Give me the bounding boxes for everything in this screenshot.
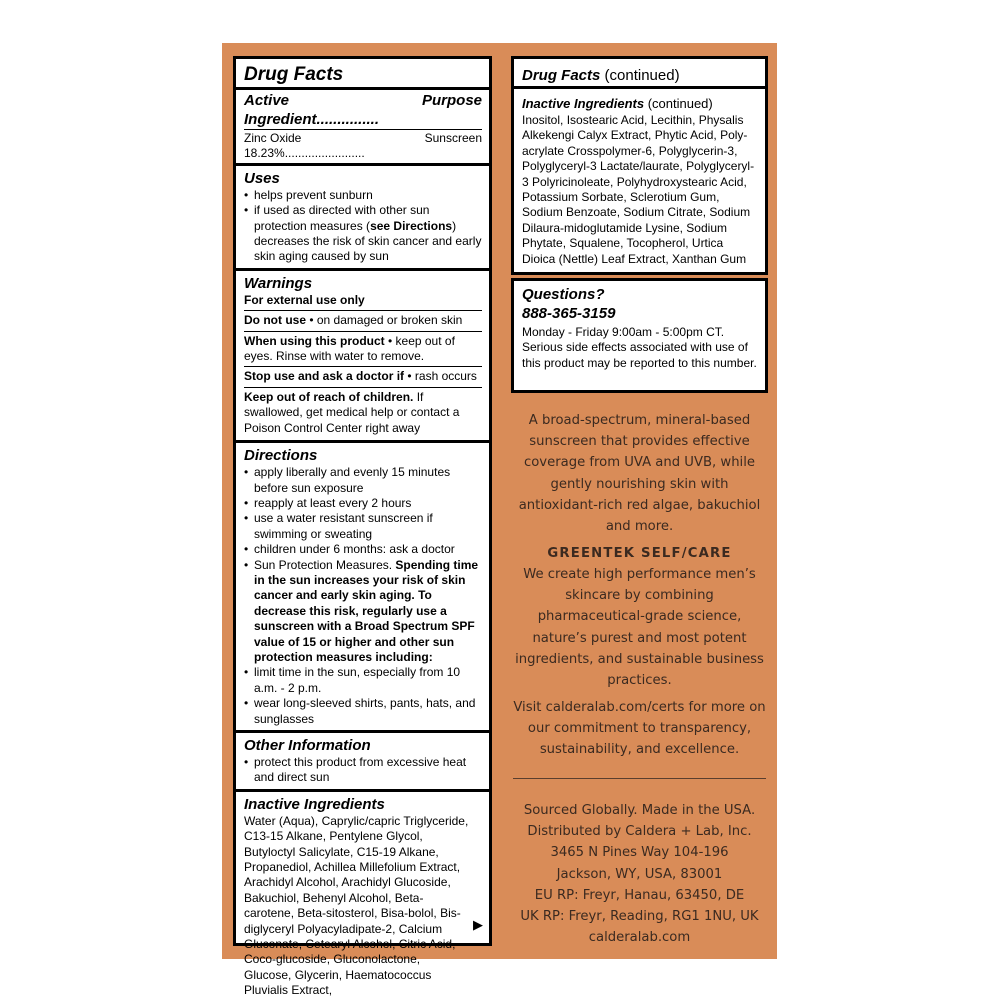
active-ingredient-name: Zinc Oxide 18.23%........................ bbox=[244, 131, 365, 161]
active-ingredient-purpose: Sunscreen bbox=[424, 131, 482, 145]
directions-item: • apply liberally and evenly 15 minutes before sun exposure bbox=[244, 465, 482, 496]
directions-item: • wear long-sleeved shirts, pants, hats, and sunglasses bbox=[244, 696, 482, 727]
directions-heading: Directions bbox=[244, 447, 318, 465]
directions-item: • children under 6 months: ask a doctor bbox=[244, 542, 482, 557]
product-description: A broad-spectrum, mineral-based sunscreen that provides effective coverage from UVA and UVB, while gently nourishing skin with antioxidant-rich red algae, bakuchiol and more. bbox=[518, 413, 761, 535]
brand-title: GREENTEK SELF/CARE bbox=[547, 546, 732, 561]
directions-item: • use a water resistant sunscreen if swimming or sweating bbox=[244, 511, 482, 542]
uses-heading: Uses bbox=[244, 169, 280, 187]
questions-heading: Questions? bbox=[522, 286, 605, 303]
inactive-continued-heading: Inactive Ingredients (continued) bbox=[522, 96, 713, 111]
footer bbox=[511, 800, 768, 948]
uses-item: • helps prevent sunburn bbox=[244, 188, 482, 203]
inactive-continued-section bbox=[514, 86, 765, 267]
warnings-heading: Warnings bbox=[244, 274, 313, 292]
uses-item: • if used as directed with other sun protection measures (see Directions) decreases the risk of skin cancer and early skin aging caused by sun bbox=[244, 203, 482, 265]
other-information-section bbox=[236, 730, 489, 789]
footer-line: 3465 N Pines Way 104-196 bbox=[550, 845, 729, 861]
warning-do-not-use: Do not use • on damaged or broken skin bbox=[244, 310, 482, 330]
warnings-section bbox=[236, 268, 489, 440]
inactive-ingredients-section bbox=[236, 789, 489, 999]
drug-facts-continued-title: Drug Facts (continued) bbox=[522, 67, 680, 84]
divider bbox=[513, 778, 766, 779]
active-ingredient-section bbox=[236, 87, 489, 163]
other-information-item: • protect this product from excessive heat and direct sun bbox=[244, 755, 482, 786]
footer-line: Sourced Globally. Made in the USA. bbox=[523, 803, 756, 818]
uses-section bbox=[236, 163, 489, 268]
directions-item: • reapply at least every 2 hours bbox=[244, 496, 482, 511]
warning-keep-away: Keep out of reach of children. If swallowed, get medical help or contact a Poison Control Center right away bbox=[244, 387, 482, 440]
directions-item: • limit time in the sun, especially from 10 a.m. - 2 p.m. bbox=[244, 665, 482, 696]
footer-line: Jackson, WY, USA, 83001 bbox=[556, 866, 723, 882]
questions-text: Monday - Friday 9:00am - 5:00pm CT. Serious side effects associated with use of this product may be reported to this number. bbox=[522, 325, 757, 370]
directions-item: • Sun Protection Measures. Spending time in the sun increases your risk of skin cancer and early skin aging. To decrease this risk, regularly use a sunscreen with a Broad Spectrum SPF value of 15 or higher and other sun protection measures including: bbox=[244, 558, 482, 666]
inactive-ingredients-text: Water (Aqua), Caprylic/capric Triglyceride, C13-15 Alkane, Pentylene Glycol, Butyloctyl Salicylate, C15-19 Alkane, Propanediol, Achillea Millefolium Extract, Arachidyl Alcohol, Arachidyl Glucoside, Bakuchiol, Behenyl Alcohol, Beta-carotene, Beta-sitosterol, Bisa-bolol, Bis-diglyceryl Polyacyladipate-2, Calcium Gluconate, Cetearyl Alcohol, Citric Acid, Coco-glucoside, Gluconolactone, Glucose, Glycerin, Haematococcus Pluvialis Extract, bbox=[244, 813, 469, 998]
questions-phone: 888-365-3159 bbox=[522, 305, 616, 322]
purpose-heading: Purpose bbox=[421, 92, 482, 109]
warning-stop-use: Stop use and ask a doctor if • rash occurs bbox=[244, 366, 482, 386]
warning-when-using: When using this product • keep out of eyes. Rinse with water to remove. bbox=[244, 331, 482, 367]
inactive-ingredients-heading: Inactive Ingredients bbox=[244, 795, 385, 813]
warning-external: For external use only bbox=[244, 292, 365, 307]
other-information-heading: Other Information bbox=[244, 737, 371, 754]
continue-arrow-icon: ▶ bbox=[473, 917, 483, 932]
footer-website: calderalab.com bbox=[588, 930, 691, 946]
brand-description: We create high performance men’s skincare by combining pharmaceutical-grade science, nature’s purest and most potent ingredients, and sustainable business practices. bbox=[515, 567, 764, 689]
drug-facts-title: Drug Facts bbox=[244, 64, 344, 85]
visit-website-text: Visit calderalab.com/certs for more on our commitment to transparency, sustainability, and excellence. bbox=[513, 700, 766, 758]
drug-facts-continued-box bbox=[511, 56, 768, 275]
active-ingredient-heading: Active Ingredient............... bbox=[244, 92, 380, 128]
questions-box bbox=[511, 278, 768, 393]
directions-section bbox=[236, 440, 489, 730]
footer-line: UK RP: Freyr, Reading, RG1 1NU, UK bbox=[520, 909, 759, 925]
drug-facts-box bbox=[233, 56, 492, 998]
footer-line: Distributed by Caldera + Lab, Inc. bbox=[527, 824, 752, 840]
inactive-continued-text: Inositol, Isostearic Acid, Lecithin, Physalis Alkekengi Calyx Extract, Phytic Acid, Poly-acrylate Crosspolymer-6, Polyglycerin-3, Polyglyceryl-3 Lactate/laurate, Polyglyceryl-3 Polyricinoleate, Polyhydroxystearic Acid, Potassium Sorbate, Sclerotium Gum, Sodium Benzoate, Sodium Citrate, Sodium Dilaura-midoglutamide Lysine, Sodium Phytate, Squalene, Tocopherol, Urtica Dioica (Nettle) Leaf Extract, Xanthan Gum bbox=[522, 113, 755, 266]
footer-line: EU RP: Freyr, Hanau, 63450, DE bbox=[534, 887, 745, 903]
